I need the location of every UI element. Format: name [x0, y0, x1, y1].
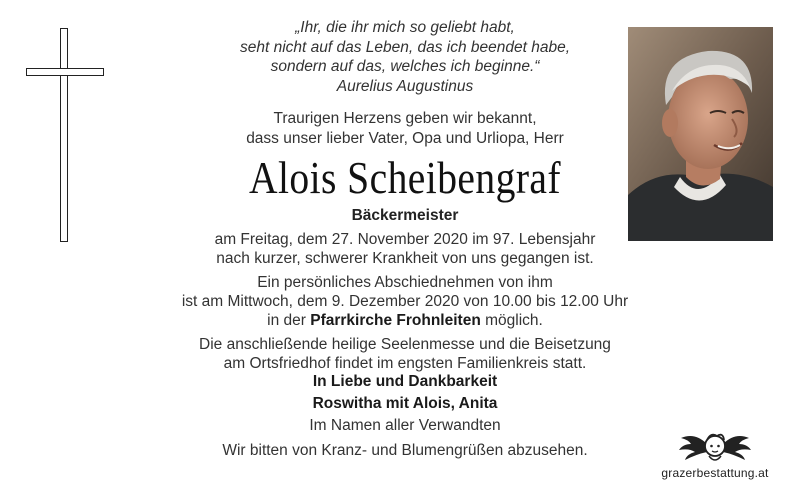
body-line	[150, 311, 660, 330]
quote-line: seht nicht auf das Leben, das ich beendet habe,	[239, 38, 571, 56]
body-text: in der	[267, 312, 311, 329]
deceased-profession: Bäckermeister	[351, 207, 459, 224]
cross-icon	[26, 28, 106, 242]
logo-text: grazerbestattung.at	[661, 466, 769, 480]
intro-line: Traurigen Herzens geben wir bekannt,	[273, 110, 537, 127]
quote-block	[150, 18, 660, 96]
body-line: nach kurzer, schwerer Krankheit von uns gegangen ist.	[216, 250, 594, 267]
closing-request: Wir bitten von Kranz- und Blumengrüßen abzusehen.	[222, 442, 588, 459]
quote-line: sondern auf das, welches ich beginne.“	[270, 58, 540, 75]
body-line: Die anschließende heilige Seelenmesse und die Beisetzung	[199, 336, 611, 353]
farewell-place: Pfarrkirche Frohnleiten	[310, 312, 481, 329]
signature-block	[150, 371, 660, 437]
body-line: am Freitag, dem 27. November 2020 im 97. Lebensjahr	[214, 231, 596, 248]
intro-line: dass unser lieber Vater, Opa und Urliopa, Herr	[246, 129, 564, 147]
announcement-body	[150, 230, 660, 378]
farewell-notice	[150, 273, 660, 330]
body-line: ist am Mittwoch, dem 9. Dezember 2020 von 10.00 bis 12.00 Uhr	[181, 293, 629, 310]
body-line: am Ortsfriedhof findet im engsten Familienkreis statt.	[223, 355, 587, 372]
mass-notice	[150, 335, 660, 373]
death-notice	[150, 230, 660, 268]
body-text: möglich.	[480, 312, 543, 329]
signature-relatives: Im Namen aller Verwandten	[309, 417, 501, 434]
funeral-home-logo	[653, 428, 777, 483]
quote-line: „Ihr, die ihr mich so geliebt habt,	[295, 19, 515, 36]
body-line: Ein persönliches Abschiednehmen von ihm	[257, 274, 553, 291]
signature-names: Roswitha mit Alois, Anita	[312, 395, 498, 412]
intro-text	[150, 109, 660, 148]
angel-icon	[677, 428, 753, 468]
quote-author: Aurelius Augustinus	[336, 77, 474, 95]
signature-line: In Liebe und Dankbarkeit	[312, 373, 498, 390]
deceased-name: Alois Scheibengraf	[248, 152, 562, 203]
